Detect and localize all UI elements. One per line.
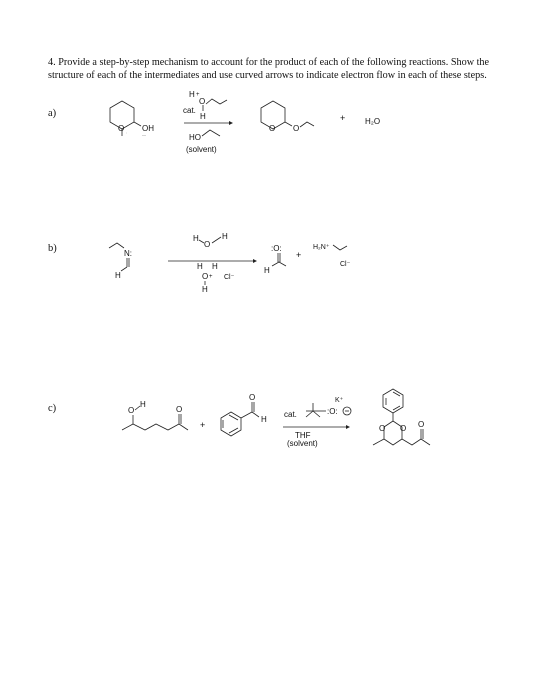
part-a-reactant-bond-2 — [134, 122, 141, 126]
part-b-reagent-water — [193, 232, 228, 249]
part-b-salt-cl: Cl⁻ — [340, 261, 351, 268]
part-b-chloride: Cl⁻ — [224, 274, 235, 281]
part-b-water-bond-2 — [212, 237, 221, 243]
part-a-reactant — [110, 101, 154, 139]
part-c-product-methyl — [373, 439, 384, 445]
part-a-byproduct: H₂O — [365, 117, 381, 126]
part-a-catalyst-ethyl — [206, 99, 227, 104]
part-c-label: c) — [48, 403, 57, 414]
part-a-catalyst-o: O — [199, 97, 206, 106]
part-a-solvent — [186, 130, 220, 154]
part-c-product-ketone-methyl — [421, 439, 430, 445]
part-c-scheme — [122, 389, 430, 448]
part-b-scheme — [109, 232, 351, 294]
part-a-solvent-ho: HO — [189, 133, 201, 142]
part-c-alcohol — [122, 400, 188, 430]
part-a-catalyst-h: H — [200, 112, 206, 121]
part-a-scheme — [110, 90, 380, 154]
part-b-plus: + — [296, 250, 302, 260]
part-c-benzene-ring — [221, 412, 241, 436]
part-a-reactant-oh-lonepair: ·· — [142, 133, 146, 139]
part-b-hydronium-h-bottom: H — [202, 285, 208, 294]
part-b-reagent-hydronium — [197, 262, 235, 294]
part-b-reactant-n: N: — [124, 249, 132, 258]
part-b-hydronium-h-right: H — [212, 262, 218, 271]
part-a-reactant-lonepair: : — [126, 131, 127, 135]
part-a-reactant-oh: OH — [142, 124, 154, 133]
part-c-alcohol-chain — [122, 424, 179, 430]
part-b-reactant-h: H — [115, 271, 121, 280]
part-a-product — [261, 101, 314, 133]
part-c-aldehyde — [221, 393, 267, 436]
part-c-aldehyde-bond — [241, 412, 252, 418]
part-b-product-o: :O: — [271, 244, 282, 253]
part-c-potassium: K⁺ — [335, 397, 344, 404]
part-b-product-bonds — [272, 262, 286, 266]
part-b-product — [264, 244, 286, 275]
part-a-solvent-ethyl — [202, 130, 220, 136]
part-b-product-h: H — [264, 266, 270, 275]
part-c-solvent-label: (solvent) — [287, 439, 318, 448]
part-b-water-o: O — [204, 240, 211, 249]
part-b-reactant — [109, 243, 132, 280]
part-a-product-ring-oxygen: O — [269, 124, 276, 133]
part-b-ammonium: H₂N⁺ — [313, 244, 330, 251]
part-b-arrowhead — [253, 259, 257, 263]
part-c-product-o-right: O — [400, 424, 407, 433]
part-a-solvent-label: (solvent) — [186, 145, 217, 154]
part-a-arrowhead — [229, 121, 233, 125]
part-b-hydronium-h-left: H — [197, 262, 203, 271]
part-b-hydronium-plus: + — [209, 274, 213, 280]
part-c-alcohol-o: O — [128, 406, 135, 415]
part-a-product-ethyl — [300, 122, 314, 127]
part-a-catalyst-plus: + — [196, 92, 200, 98]
part-c-aldehyde-o: O — [249, 393, 256, 402]
part-a-catalyst-h-top: H — [189, 90, 195, 99]
part-b-reactant-bond — [121, 267, 127, 271]
part-a-reactant-oxygen: O — [118, 124, 125, 133]
part-c-catalyst-label: cat. — [284, 410, 297, 419]
part-c-tbutyl-1 — [306, 403, 313, 417]
part-c-catalyst — [284, 397, 351, 419]
part-c-product-o-left: O — [379, 424, 386, 433]
part-c-product-ketone-o: O — [418, 420, 425, 429]
part-b-reactant-ethyl — [109, 243, 124, 248]
part-c-product — [373, 389, 430, 445]
part-a-product-bond — [285, 122, 292, 126]
part-a-catalyst-label: cat. — [183, 106, 196, 115]
question-prompt: 4. Provide a step-by-step mechanism to account for the product of each of the following reactions. Show the structure of each of the intermediates and use curved arrows to indicate electron flow in each of these steps. — [48, 57, 490, 81]
part-c-solvent-name: THF — [295, 431, 311, 440]
part-c-ketone-methyl — [179, 424, 188, 430]
part-b-water-h-left: H — [193, 234, 199, 243]
part-b-hydronium-o: O — [202, 272, 209, 281]
part-c-arrowhead — [346, 425, 350, 429]
part-a-plus: + — [340, 113, 346, 123]
part-c-tbutyl-2 — [313, 411, 320, 417]
part-c-tbutoxide-o: :O: — [327, 407, 338, 416]
part-a-catalyst — [183, 90, 227, 121]
part-c-aldehyde-h-bond — [252, 412, 259, 417]
part-b-water-h-right: H — [222, 232, 228, 241]
part-b-ammonium-salt — [313, 244, 351, 268]
part-c-plus: + — [200, 420, 206, 430]
part-b-ammonium-ethyl — [333, 245, 347, 250]
part-c-alcohol-h: H — [140, 400, 146, 409]
part-a-product-ether-oxygen: O — [293, 124, 300, 133]
part-c-aldehyde-h: H — [261, 415, 267, 424]
part-c-product-chain — [402, 439, 421, 445]
part-c-ketone-o: O — [176, 405, 183, 414]
part-a-label: a) — [48, 108, 57, 119]
part-b-label: b) — [48, 243, 57, 254]
